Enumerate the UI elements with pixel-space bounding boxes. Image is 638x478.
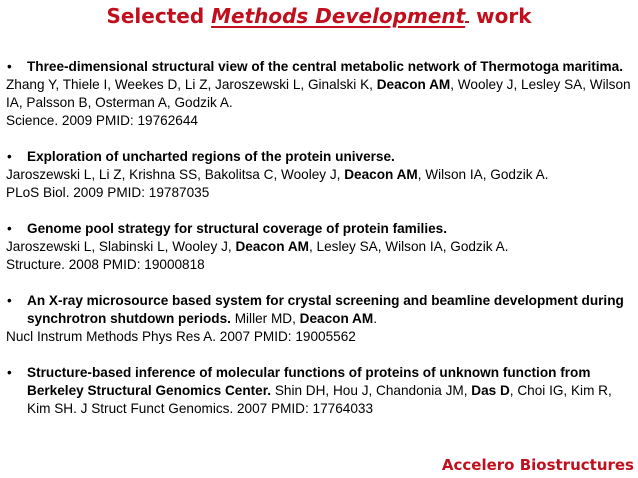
publication-entry (6, 364, 632, 418)
bullet-icon: • (7, 293, 12, 308)
publication-title: Structure-based inference of molecular functions of proteins of unknown function from Berkeley Structural Genomics Center. (27, 365, 591, 398)
publication-citation: Structure. 2008 PMID: 19000818 (6, 257, 205, 272)
authors-highlight: Das D (471, 383, 510, 398)
authors-pre: Shin DH, Hou J, Chandonia JM, (274, 383, 468, 398)
authors-post: , Lesley SA, Wilson IA, Godzik A. (308, 239, 509, 254)
authors-pre: Zhang Y, Thiele I, Weekes D, Li Z, Jaroszewski L, Ginalski K, (6, 77, 373, 92)
bullet-icon: • (7, 149, 12, 164)
publication-authors (6, 166, 632, 184)
publication-title-line (6, 292, 632, 328)
authors-pre: Jaroszewski L, Li Z, Krishna SS, Bakolitsa C, Wooley J, (6, 167, 341, 182)
authors-post: . (373, 311, 377, 326)
publication-citation: PLoS Biol. 2009 PMID: 19787035 (6, 185, 210, 200)
authors-pre: Jaroszewski L, Slabinski L, Wooley J, (6, 239, 232, 254)
page-title (0, 4, 638, 28)
publication-entry (6, 58, 632, 130)
title-emphasis: Methods Development (211, 4, 466, 28)
publication-authors (6, 76, 632, 112)
authors-highlight: Deacon AM (299, 311, 374, 326)
publication-title-line (6, 364, 632, 418)
publication-entry (6, 292, 632, 346)
authors-highlight: Deacon AM (344, 167, 418, 182)
publication-title: Genome pool strategy for structural coverage of protein families. (27, 221, 447, 236)
authors-pre: Miller MD, (234, 311, 296, 326)
title-part3: work (469, 4, 532, 28)
publication-entry (6, 148, 632, 202)
title-part1: Selected (106, 4, 212, 28)
authors-highlight: Deacon AM (376, 77, 451, 92)
publication-title-line (6, 148, 632, 166)
bullet-icon: • (7, 365, 12, 380)
publication-citation: Science. 2009 PMID: 19762644 (6, 113, 198, 128)
publication-title: Exploration of uncharted regions of the protein universe. (27, 149, 395, 164)
authors-post: , Wilson IA, Godzik A. (417, 167, 549, 182)
publication-authors (6, 238, 632, 256)
publication-title: An X-ray microsource based system for crystal screening and beamline development during synchrotron shutdown periods. (27, 293, 624, 326)
publication-title-line (6, 220, 632, 238)
publication-title: Three-dimensional structural view of the central metabolic network of Thermotoga maritima. (27, 59, 623, 74)
brand-footer: Accelero Biostructures (441, 456, 634, 474)
publication-citation: Nucl Instrum Methods Phys Res A. 2007 PMID: 19005562 (6, 329, 356, 344)
authors-post: , Choi IG, Kim R, Kim SH. J Struct Funct Genomics. 2007 PMID: 17764033 (27, 383, 612, 416)
bullet-icon: • (7, 221, 12, 236)
authors-highlight: Deacon AM (235, 239, 309, 254)
bullet-icon: • (7, 59, 12, 74)
publication-entry (6, 220, 632, 274)
publication-title-line (6, 58, 632, 76)
publication-list (6, 58, 632, 436)
authors-post: , Wooley J, Lesley SA, Wilson IA, Palsson B, Osterman A, Godzik A. (6, 77, 631, 110)
